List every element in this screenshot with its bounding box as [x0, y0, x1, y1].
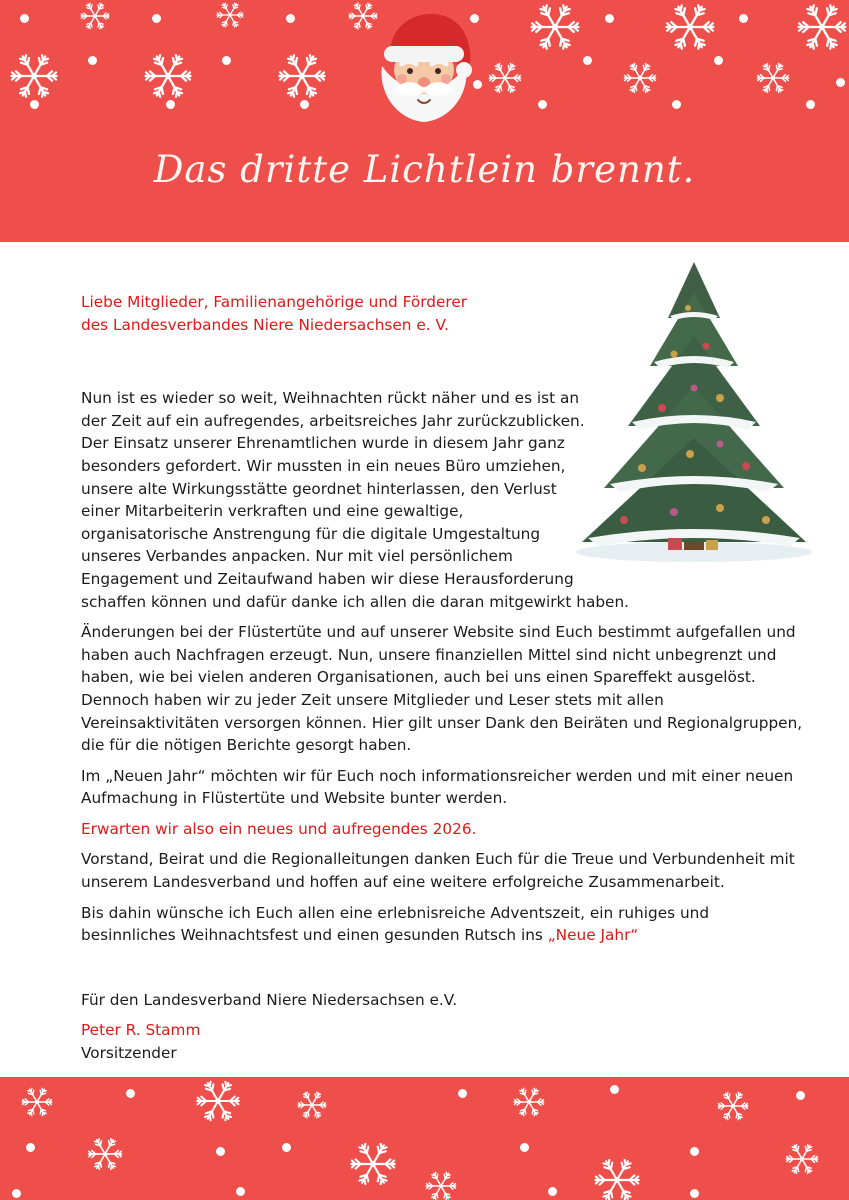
- snow-dot: [548, 1187, 557, 1196]
- snow-dot: [538, 100, 547, 109]
- snow-dot: [88, 56, 97, 65]
- letter-body: [81, 291, 803, 1065]
- paragraph-text: Bis dahin wünsche ich Euch allen eine erlebnisreiche Adventszeit, ein ruhiges und besinnliches Weihnachtsfest und einen gesunden Rutsch ins: [81, 903, 710, 945]
- snowflake-icon: [487, 60, 523, 96]
- snow-dot: [836, 78, 845, 87]
- intro-line: Engagement und Zeitaufwand haben wir diese Herausforderung: [81, 569, 574, 588]
- intro-line: unsere alte Wirkungsstätte geordnet hinterlassen, den Verlust: [81, 479, 557, 498]
- closing-line: Für den Landesverband Niere Niedersachsen e.V.: [81, 990, 458, 1009]
- snow-dot: [216, 1147, 225, 1156]
- paragraph: Vorstand, Beirat und die Regionalleitungen danken Euch für die Treue und Verbundenheit mit unserem Landesverband und hoffen auf eine weitere erfolgreiche Zusammenarbeit.: [81, 850, 795, 892]
- snow-dot: [26, 1143, 35, 1152]
- snowflake-icon: [276, 50, 328, 102]
- signature-name: Peter R. Stamm: [81, 1021, 201, 1040]
- snowflake-icon: [142, 50, 194, 102]
- snowflake-icon: [348, 1139, 398, 1189]
- intro-line: Nun ist es wieder so weit, Weihnachten rückt näher und es ist an: [81, 389, 580, 408]
- snow-dot: [739, 14, 748, 23]
- snow-dot: [690, 1147, 699, 1156]
- snow-dot: [458, 1089, 467, 1098]
- snowflake-icon: [424, 1169, 458, 1200]
- paragraph: Änderungen bei der Flüstertüte und auf unserer Website sind Euch bestimmt aufgefallen und haben auch Nachfragen erzeugt. Nun, unsere finanziellen Mittel sind nicht unbegrenzt und haben, wie bei vielen anderen Organisationen, auch bei uns einen Spareffekt ausgelöst. Dennoch haben wir zu jeder Zeit unsere Mitglieder und Leser stets mit allen Vereinsaktivitäten versorgen können. Hier gilt unser Dank den Beiräten und Regionalgruppen, die für die nötigen Berichte gesorgt haben.: [81, 623, 803, 755]
- snowflake-icon: [79, 0, 111, 32]
- snow-dot: [282, 1143, 291, 1152]
- snow-dot: [126, 1089, 135, 1098]
- intro-line: Der Einsatz unserer Ehrenamtlichen wurde in diesem Jahr ganz: [81, 434, 565, 453]
- intro-paragraph: [81, 387, 601, 590]
- snow-dot: [20, 14, 29, 23]
- snow-dot: [583, 56, 592, 65]
- snowflake-icon: [86, 1135, 124, 1173]
- snowflake-icon: [528, 0, 582, 54]
- paragraph-highlight: „Neue Jahr“: [547, 926, 639, 945]
- paragraph: [81, 902, 803, 947]
- intro-line: organisatorische Anstrengung für die digitale Umgestaltung: [81, 524, 541, 543]
- footer-band: [0, 1077, 849, 1200]
- snow-dot: [166, 100, 175, 109]
- snowflake-icon: [20, 1085, 54, 1119]
- snow-dot: [806, 100, 815, 109]
- snowflake-icon: [795, 0, 849, 54]
- snow-dot: [714, 56, 723, 65]
- paragraph: Im „Neuen Jahr“ möchten wir für Euch noch informationsreicher werden und mit einer neuen Aufmachung in Flüstertüte und Website bunter werden.: [81, 766, 794, 808]
- intro-line: einer Mitarbeiterin verkraften und eine gewaltige,: [81, 502, 464, 521]
- santa-claus-icon: [374, 8, 474, 126]
- snowflake-icon: [296, 1089, 328, 1121]
- snowflake-icon: [755, 60, 791, 96]
- snow-dot: [672, 100, 681, 109]
- highlight-paragraph: Erwarten wir also ein neues und aufregendes 2026.: [81, 819, 477, 838]
- intro-line: unseres Verbandes anpacken. Nur mit viel persönlichem: [81, 547, 513, 566]
- snow-dot: [300, 100, 309, 109]
- intro-line: schaffen können und dafür danke ich allen die daran mitgewirkt haben.: [81, 592, 630, 611]
- snow-dot: [605, 14, 614, 23]
- snowflake-icon: [194, 1077, 242, 1125]
- snow-dot: [610, 1085, 619, 1094]
- snowflake-icon: [622, 60, 658, 96]
- salutation-line: des Landesverbandes Niere Niedersachsen e. V.: [81, 315, 449, 334]
- header-band: [0, 0, 849, 242]
- page-title: Das dritte Lichtlein brennt.: [153, 148, 696, 191]
- snow-dot: [520, 1143, 529, 1152]
- snow-dot: [236, 1187, 245, 1196]
- snow-dot: [690, 1189, 699, 1198]
- snowflake-icon: [716, 1089, 750, 1123]
- snow-dot: [12, 1189, 21, 1198]
- snowflake-icon: [592, 1155, 642, 1200]
- salutation-line: Liebe Mitglieder, Familienangehörige und Förderer: [81, 293, 468, 311]
- snowflake-icon: [512, 1085, 546, 1119]
- snow-dot: [222, 56, 231, 65]
- intro-line: besonders gefordert. Wir mussten in ein neues Büro umziehen,: [81, 456, 566, 475]
- snow-dot: [473, 80, 482, 89]
- snowflake-icon: [213, 0, 247, 30]
- signature-role: Vorsitzender: [81, 1044, 177, 1063]
- snowflake-icon: [784, 1141, 820, 1177]
- snow-dot: [30, 100, 39, 109]
- snow-dot: [796, 1091, 805, 1100]
- snow-dot: [152, 14, 161, 23]
- snowflake-icon: [663, 0, 717, 54]
- snowflake-icon: [8, 50, 60, 102]
- intro-line: der Zeit auf ein aufregendes, arbeitsreiches Jahr zurückzublicken.: [81, 411, 585, 430]
- snow-dot: [286, 14, 295, 23]
- salutation: [81, 291, 803, 336]
